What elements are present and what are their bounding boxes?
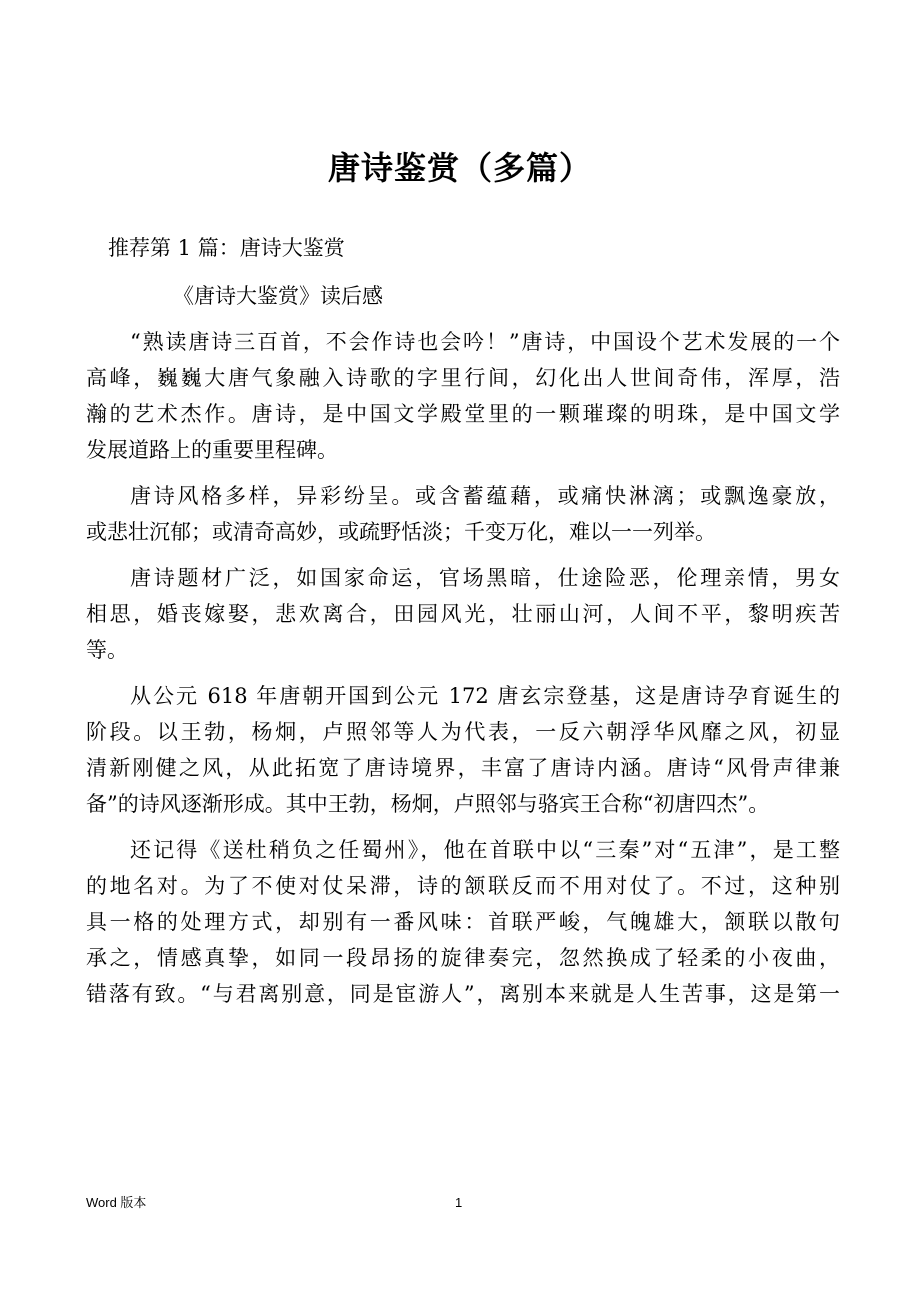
text-line: 阶段。以王勃，杨炯，卢照邻等人为代表，一反六朝浮华风靡之风，初显 <box>86 720 840 744</box>
text-line: 唐诗风格多样，异彩纷呈。或含蓄蕴藉，或痛快淋漓；或飘逸豪放， <box>130 484 840 508</box>
text-line: “熟读唐诗三百首，不会作诗也会吟！”唐诗，中国设个艺术发展的一个 <box>130 330 840 354</box>
text-line: 唐诗题材广泛，如国家命运，官场黑暗，仕途险恶，伦理亲情，男女 <box>130 566 840 590</box>
text-line: 发展道路上的重要里程碑。 <box>86 438 338 462</box>
text-line: 瀚的艺术杰作。唐诗，是中国文学殿堂里的一颗璀璨的明珠，是中国文学 <box>86 402 840 426</box>
text-line: 错落有致。“与君离别意，同是宦游人”，离别本来就是人生苦事，这是第一 <box>86 982 840 1006</box>
text-line: 相思，婚丧嫁娶，悲欢离合，田园风光，壮丽山河，人间不平，黎明疾苦 <box>86 602 840 626</box>
text-line: 清新刚健之风，从此拓宽了唐诗境界，丰富了唐诗内涵。唐诗“风骨声律兼 <box>86 756 840 780</box>
document-title: 唐诗鉴赏（多篇） <box>327 149 592 187</box>
text-line: 还记得《送杜稍负之任蜀州》，他在首联中以“三秦”对“五津”，是工整 <box>130 838 840 862</box>
paragraph-4 <box>86 678 840 822</box>
paragraph-2 <box>86 478 840 550</box>
text-line: 备”的诗风逐渐形成。其中王勃，杨炯，卢照邻与骆宾王合称“初唐四杰”。 <box>86 792 770 816</box>
text-line: 或悲壮沉郁；或清奇高妙，或疏野恬淡；千变万化，难以一一列举。 <box>86 520 716 544</box>
document-body <box>86 324 840 1022</box>
text-line: 具一格的处理方式，却别有一番风味：首联严峻，气魄雄大，颔联以散句 <box>86 910 840 934</box>
text-line: 的地名对。为了不使对仗呆滞，诗的颔联反而不用对仗了。不过，这种别 <box>86 874 840 898</box>
footer-word-version: Word 版本 <box>86 1195 147 1210</box>
text-line: 高峰，巍巍大唐气象融入诗歌的字里行间，幻化出人世间奇伟，浑厚，浩 <box>86 366 840 390</box>
paragraph-3 <box>86 560 840 668</box>
paragraph-1 <box>86 324 840 468</box>
paragraph-5 <box>86 832 840 1012</box>
article-subtitle: 《唐诗大鉴赏》读后感 <box>173 284 383 308</box>
recommend-heading: 推荐第 1 篇：唐诗大鉴赏 <box>108 236 345 260</box>
text-line: 等。 <box>86 638 128 662</box>
footer-page-number: 1 <box>455 1195 463 1210</box>
text-line: 从公元 618 年唐朝开国到公元 172 唐玄宗登基，这是唐诗孕育诞生的 <box>130 684 840 708</box>
text-line: 承之，情感真挚，如同一段昂扬的旋律奏完，忽然换成了轻柔的小夜曲， <box>86 946 840 970</box>
